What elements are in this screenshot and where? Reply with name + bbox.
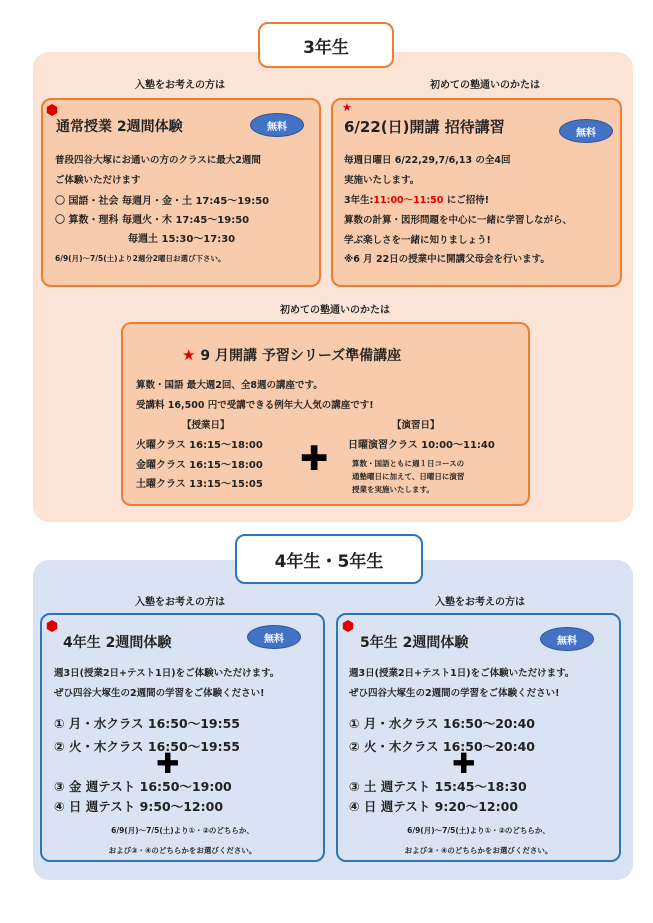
grade5-title: 5年生 2週間体験: [360, 635, 469, 651]
plus-icon: ✚: [452, 747, 476, 780]
grade3-prep-class-head: 【授業日】: [182, 420, 230, 431]
grade3-invite-time: 11:00～11:50: [373, 195, 444, 206]
grade5-row3: ③ 土 週テスト 15:45～18:30: [349, 779, 527, 794]
grade45-tab: [235, 534, 423, 584]
grade3-prep-title-row: [182, 345, 401, 365]
grade3-trial-title: 通常授業 2週間体験: [56, 119, 183, 135]
grade3-invite-line5: 学ぶ楽しさを一緒に知りましょう!: [344, 235, 491, 246]
grade4-row4: ④ 日 週テスト 9:50～12:00: [54, 799, 224, 814]
grade4-note2: および③・④のどちらかをお選びください。: [108, 846, 257, 855]
grade4-intro2: ぜひ四谷大塚生の2週間の学習をご体験ください!: [54, 688, 265, 699]
grade4-row1: ① 月・水クラス 16:50～19:55: [54, 716, 240, 731]
grade4-intro1: 週3日(授業2日+テスト1日)をご体験いただけます。: [54, 668, 280, 679]
hexagon-icon: [46, 104, 58, 116]
grade3-prep-class1: 火曜クラス 16:15～18:00: [136, 440, 263, 451]
grade4-note1: 6/9(月)～7/5(土)より①・②のどちらか、: [111, 826, 254, 835]
hexagon-icon: [342, 620, 354, 632]
grade3-prep-drill-head: 【演習日】: [392, 420, 440, 431]
grade3-prep-line1: 算数・国語 最大週2回、全8週の講座です。: [136, 380, 323, 391]
grade3-prep-drill-note: [352, 457, 464, 496]
grade45-right-label: 入塾をお考えの方は: [435, 597, 525, 608]
grade3-prep-title: 9 月開講 予習シリーズ準備講座: [200, 348, 402, 364]
grade3-invite-line4: 算数の計算・図形問題を中心に一緒に学習しながら、: [344, 215, 573, 226]
grade5-badge: 無料: [540, 627, 594, 651]
star-icon: ★: [342, 101, 352, 114]
plus-icon: ✚: [300, 439, 329, 479]
grade5-intro1: 週3日(授業2日+テスト1日)をご体験いただけます。: [349, 668, 575, 679]
grade5-intro2: ぜひ四谷大塚生の2週間の学習をご体験ください!: [349, 688, 560, 699]
grade3-tab: [258, 22, 394, 68]
grade45-tab-label: 4年生・5年生: [274, 551, 384, 572]
grade3-invite-line3-suffix: にご招待!: [446, 195, 490, 206]
grade3-invite-line1: 毎週日曜日 6/22,29,7/6,13 の全4回: [344, 155, 511, 166]
grade3-trial-row2: 〇 算数・理科 毎週火・木 17:45～19:50: [55, 215, 250, 226]
grade5-row1: ① 月・水クラス 16:50～20:40: [349, 716, 535, 731]
grade3-prep-line2: 受講料 16,500 円で受講できる例年大人気の講座です!: [136, 400, 374, 411]
grade3-trial-intro1: 普段四谷大塚にお通いの方のクラスに最大2週間: [55, 155, 261, 166]
grade3-trial-row1: 〇 国語・社会 毎週月・金・土 17:45～19:50: [55, 196, 270, 207]
grade3-right-label: 初めての塾通いのかたは: [430, 80, 540, 91]
grade3-trial-intro2: ご体験いただけます: [55, 175, 141, 186]
grade4-row2: ② 火・木クラス 16:50～19:55: [54, 739, 240, 754]
grade5-row4: ④ 日 週テスト 9:20～12:00: [349, 799, 519, 814]
grade3-prep-drill1: 日曜演習クラス 10:00～11:40: [348, 440, 495, 451]
grade5-row2: ② 火・木クラス 16:50～20:40: [349, 739, 535, 754]
grade3-invite-line3-prefix: 3年生:: [344, 195, 374, 206]
grade5-note1: 6/9(月)～7/5(土)より①・②のどちらか、: [407, 826, 550, 835]
grade3-left-label: 入塾をお考えの方は: [135, 80, 225, 91]
grade4-row3: ③ 金 週テスト 16:50～19:00: [54, 779, 232, 794]
grade3-trial-note: 6/9(月)～7/5(土)より2週分2曜日お選び下さい。: [55, 254, 226, 263]
grade3-prep-drill-note1: 算数・国語ともに週１日コースの: [352, 459, 465, 468]
grade3-trial-badge: 無料: [250, 113, 304, 137]
grade3-invite-badge: 無料: [559, 119, 613, 143]
grade3-mid-label: 初めての塾通いのかたは: [280, 305, 390, 316]
star-icon: ★: [182, 346, 196, 364]
grade3-prep-drill-note2: 通塾曜日に加えて、日曜日に演習: [352, 472, 465, 481]
grade4-title: 4年生 2週間体験: [63, 635, 172, 651]
grade3-prep-class3: 土曜クラス 13:15～15:05: [136, 479, 263, 490]
plus-icon: ✚: [156, 747, 180, 780]
hexagon-icon: [46, 620, 58, 632]
grade3-invite-line6: ※6 月 22日の授業中に開講父母会を行います。: [344, 254, 550, 265]
grade3-invite-title: 6/22(日)開講 招待講習: [344, 118, 505, 136]
grade3-invite-line3: [344, 192, 489, 206]
grade5-note2: および③・④のどちらかをお選びください。: [404, 846, 553, 855]
grade4-badge: 無料: [247, 625, 301, 649]
grade3-invite-line2: 実施いたします。: [344, 175, 420, 186]
grade45-left-label: 入塾をお考えの方は: [135, 597, 225, 608]
grade3-trial-row3: 毎週土 15:30～17:30: [128, 234, 236, 245]
grade3-tab-label: 3年生: [303, 37, 349, 58]
grade3-prep-drill-note3: 授業を実施いたします。: [352, 485, 434, 494]
grade3-prep-class2: 金曜クラス 16:15～18:00: [136, 460, 263, 471]
